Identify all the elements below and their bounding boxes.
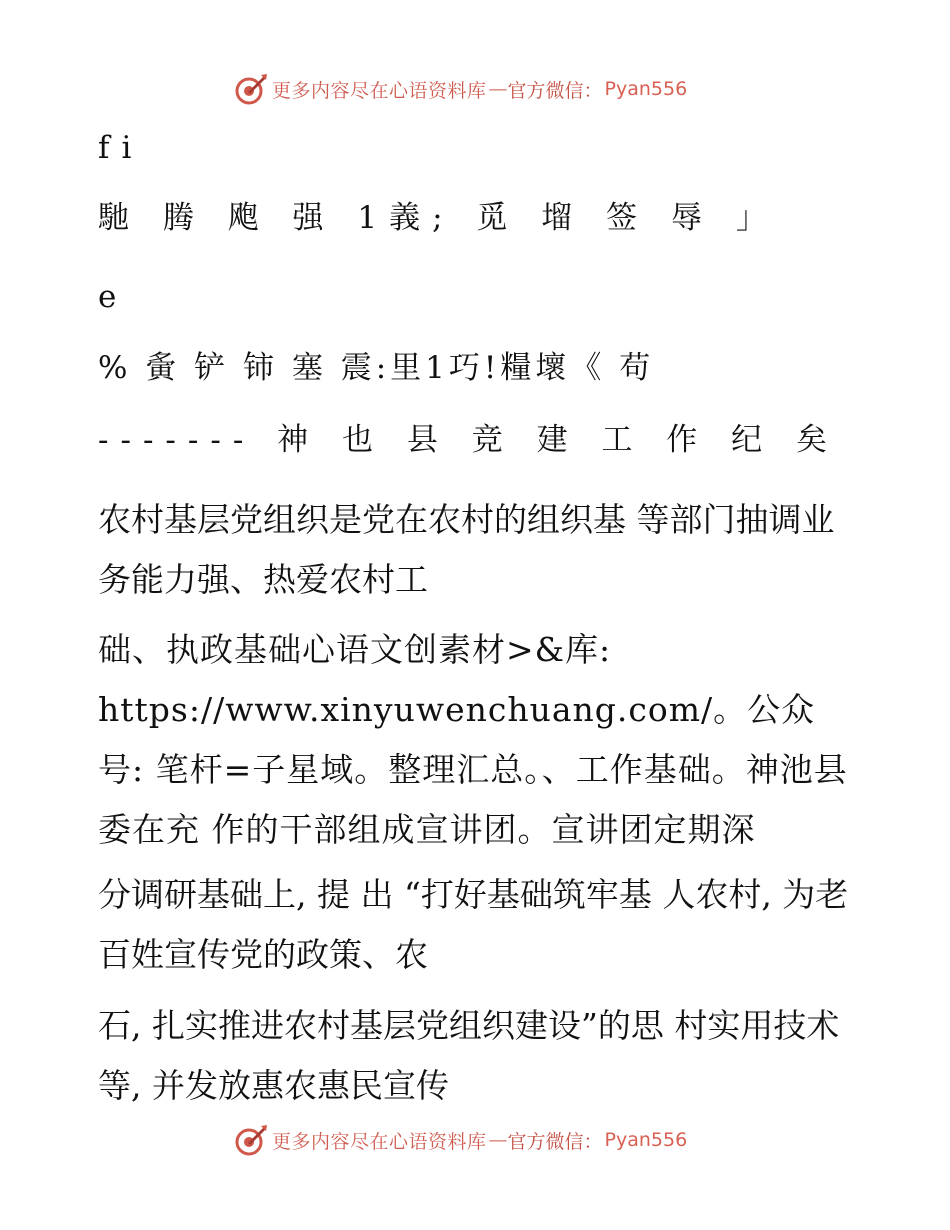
wechat-label: 官方微信：: [507, 1130, 603, 1153]
wechat-id: Pyan556: [604, 1129, 688, 1151]
watermark-dash: —: [488, 78, 506, 100]
watermark-text: 更多内容尽在心语资料库: [272, 79, 487, 102]
watermark-dash: —: [488, 1129, 506, 1151]
brand-logo-icon: [234, 1123, 268, 1157]
text-line-2: 馳 腾 飑 强 1義; 觅 塯 签 辱 」: [98, 200, 779, 236]
paragraph-3: 分调研基础上, 提 出 “打好基础筑牢基 人农村, 为老百姓宣传党的政策、农: [98, 875, 849, 974]
watermark-text: 更多内容尽在心语资料库: [272, 1130, 487, 1153]
text-line-3: e: [98, 279, 117, 315]
wechat-id: Pyan556: [604, 78, 688, 100]
watermark-banner-bottom: [234, 1123, 687, 1157]
text-line-5-heading: ------- 神 也 县 竞 建 工 作 纪 矣: [98, 422, 840, 458]
watermark-banner-top: [234, 72, 687, 106]
brand-logo-icon: [234, 72, 268, 106]
paragraph-2: 础、执政基础心语文创素材>&库: https://www.xinyuwenchuang.com/。公众号: 笔杆=子星域。整理汇总。、工作基础。神池县委在充 作的干部组成宣讲团。宣讲团定期深: [98, 630, 848, 849]
wechat-label: 官方微信：: [507, 79, 603, 102]
text-line-1: fi: [98, 130, 144, 166]
paragraph-1: 农村基层党组织是党在农村的组织基 等部门抽调业务能力强、热爱农村工: [98, 500, 835, 599]
text-line-4: % 夤 铲 铈 塞 震:里1巧!糧壞《 苟: [98, 350, 655, 386]
paragraph-4: 石, 扎实推进农村基层党组织建设”的思 村实用技术等, 并发放惠农惠民宣传: [98, 1006, 840, 1105]
